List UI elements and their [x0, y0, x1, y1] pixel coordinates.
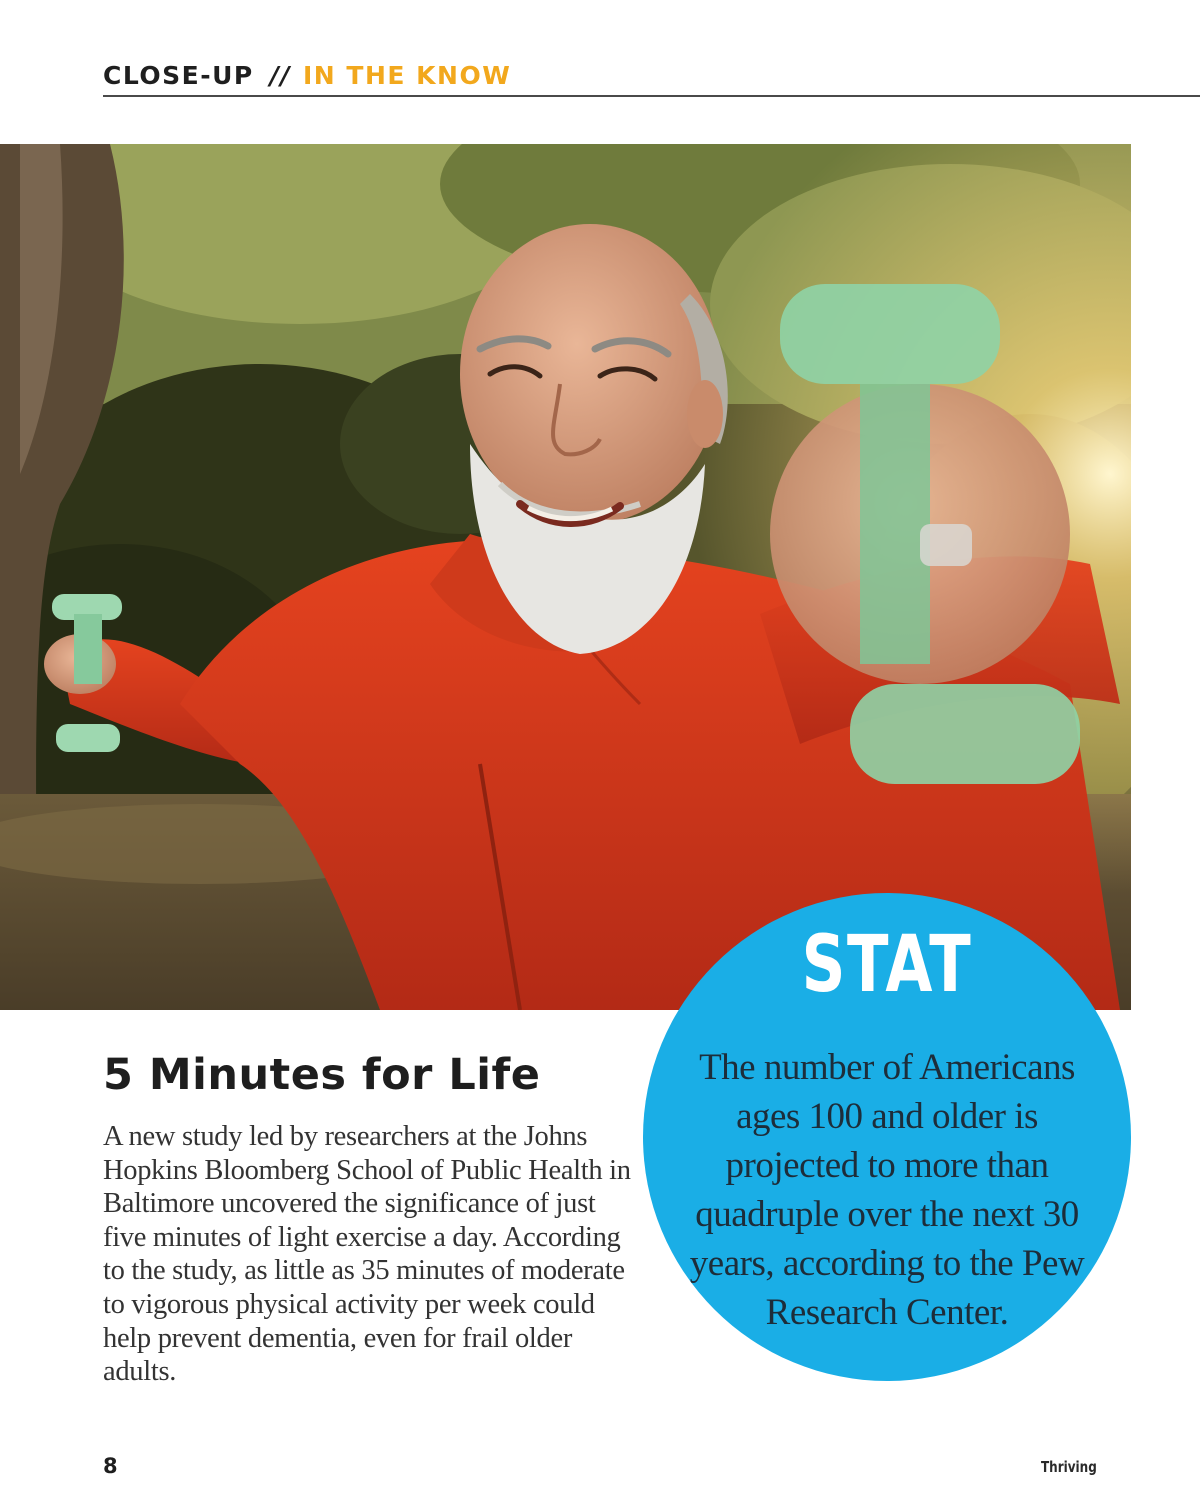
subsection-label: IN THE KNOW — [303, 60, 512, 90]
stat-label: STAT — [801, 920, 973, 1010]
header-divider — [103, 95, 1200, 97]
section-label: CLOSE-UP — [103, 60, 254, 90]
section-separator: // — [269, 60, 291, 90]
stat-callout — [643, 893, 1131, 1381]
article-headline: 5 Minutes for Life — [103, 1050, 541, 1100]
article-body: A new study led by researchers at the Johns Hopkins Bloomberg School of Public Health in Baltimore uncovered the significance of just five minutes of light exercise a day. According to the study, as little as 35 minutes of moderate to vigorous physical activity per week could help prevent dementia, even for frail older adults. — [103, 1121, 631, 1388]
stat-text: The number of Americans ages 100 and older is projected to more than quadruple over the next 30 years, according to the Pew Research Center. — [689, 1047, 1085, 1333]
publication-name: Thriving — [1041, 1458, 1097, 1476]
section-header — [103, 57, 511, 93]
page-number: 8 — [103, 1454, 118, 1478]
hero-photo — [0, 144, 1131, 1010]
